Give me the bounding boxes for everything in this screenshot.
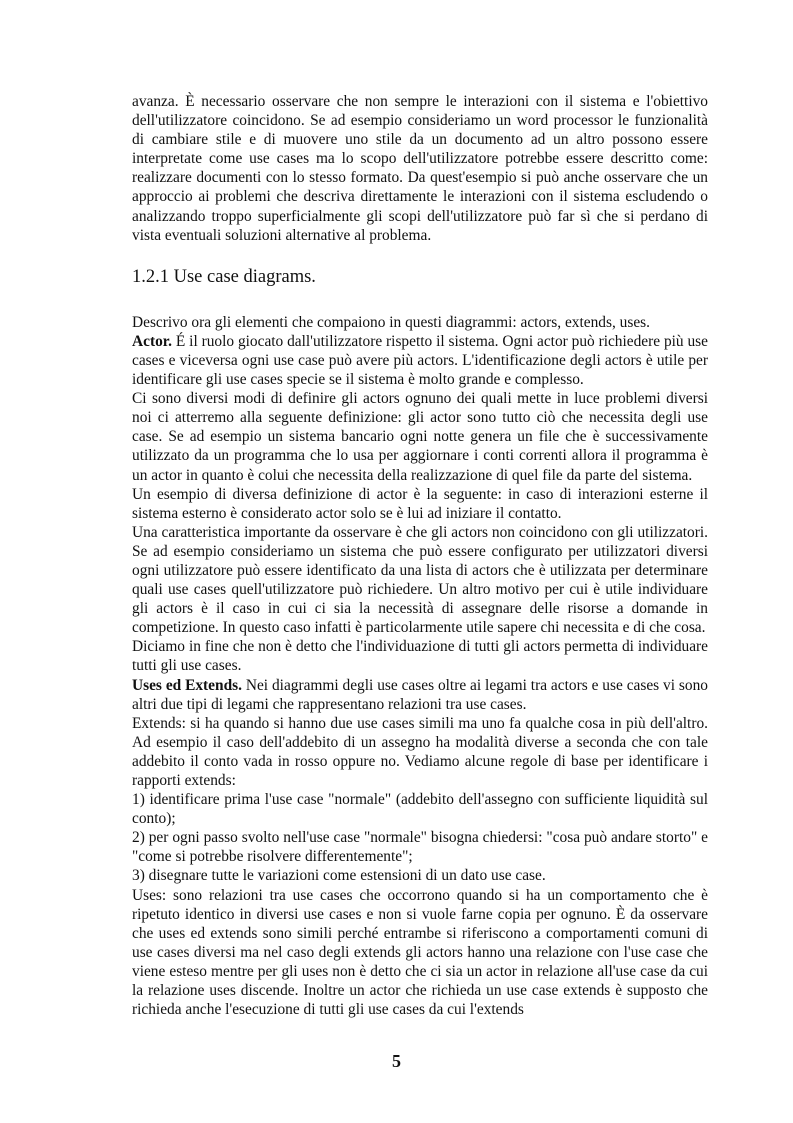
rule-3: 3) disegnare tutte le variazioni come estensioni di un dato use case. xyxy=(132,867,546,885)
actor-text: É il ruolo giocato dall'utilizzatore rispetto il sistema. Ogni actor può richiedere più use cases e viceversa ogni use case può avere più actors. L'identificazione degli actors è utile per identificare gli use cases specie se il sistema è molto grande e complesso. xyxy=(132,332,708,389)
section-heading: 1.2.1 Use case diagrams. xyxy=(132,266,316,287)
paragraph-esempio: Un esempio di diversa definizione di actor è la seguente: in caso di interazioni esterne il sistema esterno è considerato actor solo se è lui ad iniziare il contatto. xyxy=(132,485,708,522)
paragraph-diciamo: Diciamo in fine che non è detto che l'individuazione di tutti gli actors permetta di individuare tutti gli use cases. xyxy=(132,638,708,675)
paragraph-uses-extends xyxy=(132,676,708,714)
paragraph-actor xyxy=(132,332,708,389)
paragraph-uses: Uses: sono relazioni tra use cases che occorrono quando si ha un comportamento che è ripetuto identico in diversi use cases e non si vuole farne copia per ognuno. È da osservare che uses ed extends sono simili perché entrambe si riferiscono a comportamenti comuni di use cases diversi ma nel caso degli extends gli actors hanno una relazione con l'use case che viene esteso mentre per gli uses non è detto che ci sia un actor in relazione all'use case da cui la relazione uses discende. Inoltre un actor che richieda un use case extends è supposto che richieda anche l'esecuzione di tutti gli use cases da cui l'extends xyxy=(132,886,708,1019)
paragraph-intro: avanza. È necessario osservare che non sempre le interazioni con il sistema e l'obiettivo dell'utilizzatore coincidono. Se ad esempio consideriamo un word processor le funzionalità di cambiare stile e di muovere uno stile da un documento ad un altro possono essere interpretate come use cases ma lo scopo dell'utilizzatore potrebbe essere descritto come: realizzare documenti con lo stesso formato. Da quest'esempio si può anche osservare che un approccio ai problemi che descriva direttamente le interazioni con il sistema escludendo o analizzando troppo superficialmente gli scopi dell'utilizzatore può far sì che si perdano di vista eventuali soluzioni alternative al problema. xyxy=(132,93,708,244)
paragraph-caratteristica: Una caratteristica importante da osservare è che gli actors non coincidono con gli utilizzatori. Se ad esempio consideriamo un sistema che può essere configurato per utilizzatori diversi ogni utilizzatore può essere identificato da una lista di actors che è utilizzata per determinare quali use cases quell'utilizzatore può richiedere. Un altro motivo per cui è utile individuare gli actors è il caso in cui ci sia la necessità di assegnare delle risorse a domande in competizione. In questo caso infatti è particolarmente utile sapere chi necessita e di che cosa. xyxy=(132,523,708,637)
paragraph-descrivo: Descrivo ora gli elementi che compaiono in questi diagrammi: actors, extends, uses. xyxy=(132,313,651,331)
paragraph-extends: Extends: si ha quando si hanno due use cases simili ma uno fa qualche cosa in più dell'altro. Ad esempio il caso dell'addebito di un assegno ha modalità diverse a seconda che con tale addebito il conto vada in rosso oppure no. Vediamo alcune regole di base per identificare i rapporti extends: xyxy=(132,714,708,789)
paragraph-ci-sono: Ci sono diversi modi di definire gli actors ognuno dei quali mette in luce problemi diversi noi ci atterremo alla seguente definizione: gli actor sono tutto ciò che necessita degli use case. Se ad esempio un sistema bancario ogni notte genera un file che è successivamente utilizzato da un programma che lo usa per aggiornare i conti correnti allora il programma è un actor in quanto è colui che necessita della realizzazione di quel file da parte del sistema. xyxy=(132,390,708,484)
rule-2: 2) per ogni passo svolto nell'use case "normale" bisogna chiedersi: "cosa può andare storto" e "come si potrebbe risolvere differentemente"; xyxy=(132,829,708,866)
uses-extends-label: Uses ed Extends. xyxy=(132,676,242,694)
page-body xyxy=(132,92,728,1019)
actor-label: Actor. xyxy=(132,332,173,350)
page-number: 5 xyxy=(392,1051,401,1071)
rule-1: 1) identificare prima l'use case "normale" (addebito dell'assegno con sufficiente liquidità sul conto); xyxy=(132,791,728,828)
uses-extends-text: Nei diagrammi degli use cases oltre ai legami tra actors e use cases vi sono altri due tipi di legami che rappresentano relazioni tra use cases. xyxy=(132,676,708,713)
